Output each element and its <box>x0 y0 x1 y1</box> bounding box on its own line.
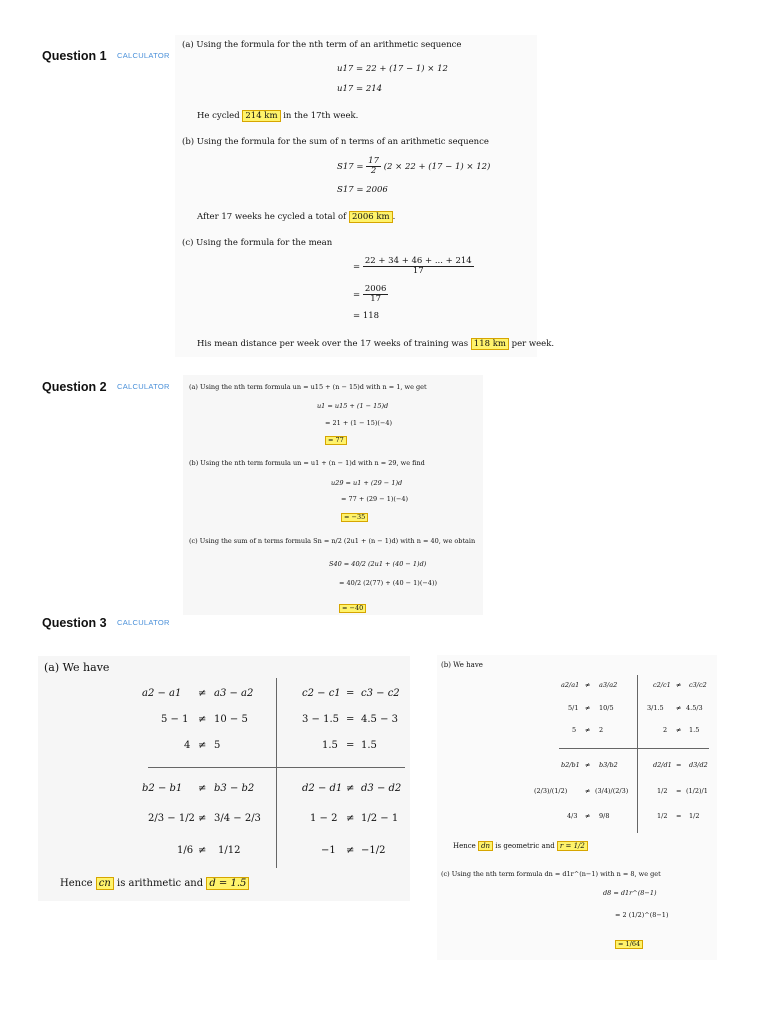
q3c-intro: (c) Using the nth term formula dn = d1r^(n−1) with n = 8, we get <box>441 870 661 878</box>
q3c-answer: = 1/64 <box>615 940 643 949</box>
q3a-bl-row2-lhs: 2/3 − 1/2 <box>148 813 195 824</box>
q3b-br-row3-rhs: 1/2 <box>689 812 700 820</box>
q1-a-answer-prefix: He cycled <box>197 111 240 121</box>
q3a-tl-row3-rhs: 5 <box>214 740 221 751</box>
q3b-vertical-divider <box>637 675 638 833</box>
q3a-intro: (a) We have <box>44 661 110 674</box>
q1-b-eq1-rest: (2 × 22 + (17 − 1) × 12) <box>383 161 491 172</box>
q3a-horizontal-divider <box>148 767 405 768</box>
q3b-tr-row2-lhs: 3/1.5 <box>647 704 664 712</box>
q3b-hence-middle: is geometric and <box>495 842 555 850</box>
q3b-horizontal-divider <box>559 748 709 749</box>
q3b-tl-row2-lhs: 5/1 <box>568 704 579 712</box>
q2-part-a-intro: (a) Using the nth term formula un = u15 + (n − 15)d with n = 1, we get <box>189 383 427 391</box>
q3b-bl-row2-rhs: (3/4)/(2/3) <box>595 787 629 795</box>
q1-b-answer-highlight: 2006 km <box>349 211 393 223</box>
q3a-tl-row3-rel: ≠ <box>198 740 207 751</box>
q3b-tr-row3-lhs: 2 <box>663 726 668 734</box>
q3a-tl-row1-rhs: a3 − a2 <box>214 688 254 699</box>
q1-b-answer-suffix: . <box>392 212 396 222</box>
question-2-calculator-tag: CALCULATOR <box>117 382 170 391</box>
q1-part-a-equation-2: u17 = 214 <box>337 84 383 94</box>
q3a-bl-row3-rel: ≠ <box>198 845 207 856</box>
q3b-hence-prefix: Hence <box>453 842 476 850</box>
q3b-tr-row2-rel: ≠ <box>676 704 682 712</box>
q3b-br-row1-rel: = <box>676 761 682 769</box>
q3a-br-row3-rhs: −1/2 <box>361 845 386 856</box>
q3c-equation-2: = 2 (1/2)^(8−1) <box>615 911 669 919</box>
q3b-tl-row1-rel: ≠ <box>585 681 591 689</box>
q3b-bl-row3-lhs: 4/3 <box>567 812 578 820</box>
q3b-tr-row2-rhs: 4.5/3 <box>686 704 703 712</box>
q3a-tr-row2-lhs: 3 − 1.5 <box>302 714 340 725</box>
q3a-br-row3-lhs: −1 <box>321 845 336 856</box>
q1-part-b-intro: (b) Using the formula for the sum of n terms of an arithmetic sequence <box>182 137 489 147</box>
q3b-tl-row3-lhs: 5 <box>572 726 577 734</box>
q3a-tl-row1-lhs: a2 − a1 <box>142 688 182 699</box>
q1-part-b-equation-2: S17 = 2006 <box>337 185 388 195</box>
q3c-equation-1: d8 = d1r^(8−1) <box>603 889 657 897</box>
q1-part-c-equation-2: = $\frac{2006}{17}$ <box>353 284 387 304</box>
q3a-tr-row1-lhs: c2 − c1 <box>302 688 341 699</box>
q1-a-answer-highlight: 214 km <box>242 110 280 122</box>
q1-part-c-equation-1: = $\frac{22 + 34 + 46 + ... + 214}{17}$ <box>353 256 472 276</box>
q1-c-eq1-denominator: 17 <box>412 265 424 276</box>
q3b-br-row1-lhs: d2/d1 <box>653 761 672 769</box>
q1-part-a-answer <box>197 112 358 121</box>
q2-part-a-equation-2: = 21 + (1 − 15)(−4) <box>325 419 393 427</box>
q3b-br-row2-rel: = <box>676 787 682 795</box>
q3a-vertical-divider <box>276 678 277 868</box>
q3b-tr-row1-rel: ≠ <box>676 681 682 689</box>
q3b-tr-row1-rhs: c3/c2 <box>689 681 707 689</box>
q3a-br-row2-rel: ≠ <box>346 813 355 824</box>
q3a-tl-row3-lhs: 4 <box>184 740 191 751</box>
q2-part-b-equation-1: u29 = u1 + (29 − 1)d <box>331 479 403 487</box>
q3a-bl-row2-rel: ≠ <box>198 813 207 824</box>
question-3-part-b-solution <box>437 655 717 960</box>
q2-part-a-answer: = 77 <box>325 436 347 445</box>
q3b-intro: (b) We have <box>441 661 483 669</box>
q3a-bl-row1-rel: ≠ <box>198 783 207 794</box>
q1-c-eq1-numerator: 22 + 34 + 46 + ... + 214 <box>364 256 472 266</box>
question-2-label: Question 2 <box>42 380 107 394</box>
q3a-tl-row2-lhs: 5 − 1 <box>161 714 189 725</box>
q2-part-b-equation-2: = 77 + (29 − 1)(−4) <box>341 495 409 503</box>
q1-b-answer-prefix: After 17 weeks he cycled a total of <box>197 212 347 222</box>
q2-part-a-equation-1: u1 = u15 + (1 − 15)d <box>317 402 389 410</box>
q3b-bl-row3-rhs: 9/8 <box>599 812 610 820</box>
q3a-bl-row3-rhs: 1/12 <box>218 845 241 856</box>
q3a-tr-row3-rel: = <box>346 740 355 751</box>
q3a-br-row1-rhs: d3 − d2 <box>361 783 402 794</box>
q3a-bl-row1-rhs: b3 − b2 <box>214 783 255 794</box>
q1-b-eq1-lhs: S17 = <box>337 161 364 172</box>
q3a-tr-row1-rel: = <box>346 688 355 699</box>
q3b-br-row1-rhs: d3/d2 <box>689 761 708 769</box>
q3b-br-row3-rel: = <box>676 812 682 820</box>
q1-part-c-answer <box>197 340 554 349</box>
q1-part-b-equation-1 <box>337 157 490 176</box>
q3a-bl-row3-lhs: 1/6 <box>177 845 194 856</box>
q3a-hence-middle: is arithmetic and <box>117 878 204 889</box>
question-1-calculator-tag: CALCULATOR <box>117 51 170 60</box>
q1-c-answer-highlight: 118 km <box>471 338 509 350</box>
q3a-br-row1-rel: ≠ <box>346 783 355 794</box>
q1-c-answer-suffix: per week. <box>511 339 555 349</box>
q3b-tl-row1-rhs: a3/a2 <box>599 681 618 689</box>
q3a-hence-prefix: Hence <box>60 878 93 889</box>
q3b-bl-row1-rhs: b3/b2 <box>599 761 618 769</box>
q3a-tr-row2-rhs: 4.5 − 3 <box>361 714 399 725</box>
q3a-tr-row3-lhs: 1.5 <box>322 740 338 751</box>
q1-a-answer-suffix: in the 17th week. <box>283 111 359 121</box>
q3b-tl-row1-lhs: a2/a1 <box>561 681 580 689</box>
q1-c-eq2-denominator: 17 <box>370 293 382 304</box>
q3b-bl-row3-rel: ≠ <box>585 812 591 820</box>
q3a-tr-row3-rhs: 1.5 <box>361 740 377 751</box>
q3b-tl-row2-rhs: 10/5 <box>599 704 614 712</box>
question-3-label: Question 3 <box>42 616 107 630</box>
q3a-tr-row1-rhs: c3 − c2 <box>361 688 400 699</box>
q2-part-c-intro: (c) Using the sum of n terms formula Sn = n/2 (2u1 + (n − 1)d) with n = 40, we obtain <box>189 537 476 545</box>
question-1-label: Question 1 <box>42 49 107 63</box>
q3a-br-row2-rhs: 1/2 − 1 <box>361 813 399 824</box>
q2-part-b-answer: = −35 <box>341 513 368 522</box>
q3b-tl-row2-rel: ≠ <box>585 704 591 712</box>
q3b-br-row2-lhs: 1/2 <box>657 787 668 795</box>
q3a-tl-row2-rhs: 10 − 5 <box>214 714 248 725</box>
q3a-hence-sequence: cn <box>96 877 114 890</box>
q3b-hence-value: r = 1/2 <box>557 841 588 851</box>
q3a-bl-row1-lhs: b2 − b1 <box>142 783 183 794</box>
q3b-bl-row2-rel: ≠ <box>585 787 591 795</box>
q1-part-c-equation-3: = 118 <box>353 311 380 321</box>
q3b-tl-row3-rel: ≠ <box>585 726 591 734</box>
question-1-solution <box>175 35 555 357</box>
q3b-tr-row3-rel: ≠ <box>676 726 682 734</box>
q1-part-a-intro: (a) Using the formula for the nth term of an arithmetic sequence <box>182 40 462 50</box>
q3a-conclusion <box>60 879 249 889</box>
q3b-br-row3-lhs: 1/2 <box>657 812 668 820</box>
q1-part-b-answer <box>197 213 395 222</box>
q3b-bl-row1-lhs: b2/b1 <box>561 761 580 769</box>
q2-part-c-equation-2: = 40/2 (2(77) + (40 − 1)(−4)) <box>339 579 438 587</box>
q3b-bl-row2-lhs: (2/3)/(1/2) <box>534 787 568 795</box>
question-3-calculator-tag: CALCULATOR <box>117 618 170 627</box>
q2-part-c-answer: = −40 <box>339 604 366 613</box>
q1-part-c-intro: (c) Using the formula for the mean <box>182 238 333 248</box>
q1-b-eq1-denominator: 2 <box>370 165 377 176</box>
q3a-tr-row2-rel: = <box>346 714 355 725</box>
q1-c-answer-prefix: His mean distance per week over the 17 weeks of training was <box>197 339 469 349</box>
q3b-bl-row1-rel: ≠ <box>585 761 591 769</box>
q3b-tl-row3-rhs: 2 <box>599 726 604 734</box>
q3b-tr-row3-rhs: 1.5 <box>689 726 700 734</box>
q3b-conclusion <box>453 843 588 850</box>
q3a-br-row2-lhs: 1 − 2 <box>310 813 338 824</box>
q3b-br-row2-rhs: (1/2)/1 <box>686 787 708 795</box>
q3a-tl-row1-rel: ≠ <box>198 688 207 699</box>
q3a-br-row3-rel: ≠ <box>346 845 355 856</box>
q3a-br-row1-lhs: d2 − d1 <box>302 783 343 794</box>
q2-part-b-intro: (b) Using the nth term formula un = u1 + (n − 1)d with n = 29, we find <box>189 459 425 467</box>
q3b-tr-row1-lhs: c2/c1 <box>653 681 671 689</box>
q3a-tl-row2-rel: ≠ <box>198 714 207 725</box>
q2-part-c-equation-1: S40 = 40/2 (2u1 + (40 − 1)d) <box>329 560 427 568</box>
q1-b-eq1-numerator: 17 <box>368 156 379 166</box>
q1-part-a-equation-1: u17 = 22 + (17 − 1) × 12 <box>337 64 448 74</box>
q3a-bl-row2-rhs: 3/4 − 2/3 <box>214 813 261 824</box>
question-3-part-a-solution <box>38 656 410 901</box>
q1-c-eq2-numerator: 2006 <box>364 284 387 294</box>
question-2-solution <box>183 375 483 615</box>
q3a-hence-value: d = 1.5 <box>206 877 249 890</box>
q3b-hence-sequence: dn <box>478 841 493 851</box>
